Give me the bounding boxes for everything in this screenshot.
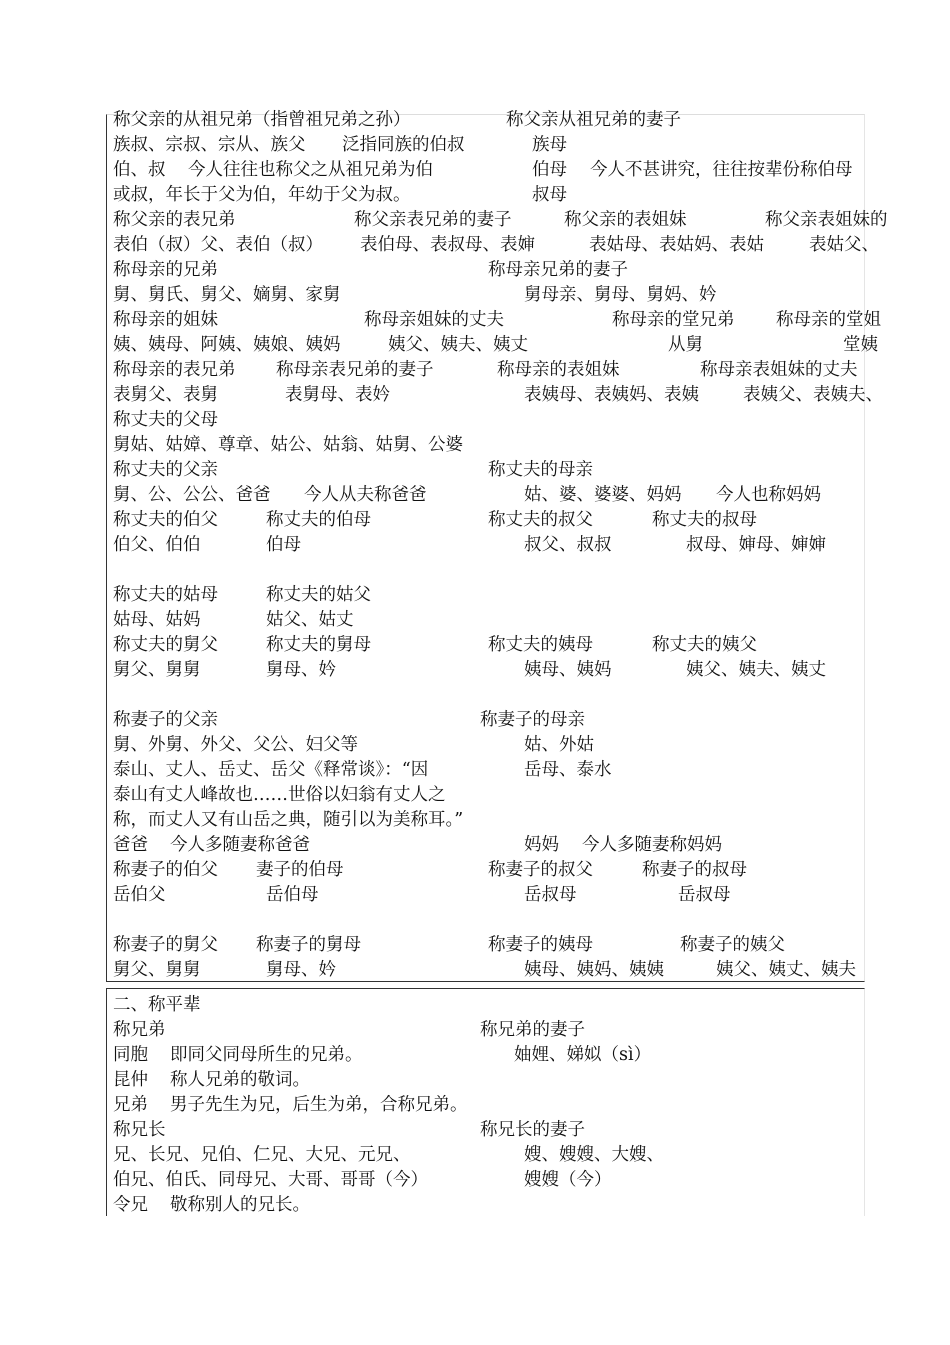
text-line-25-0: 泰山有丈人峰故也……世俗以妇翁有丈人之 bbox=[113, 785, 446, 805]
text-line-39-0: 伯兄、伯氏、同母兄、大哥、哥哥（今） bbox=[113, 1170, 428, 1190]
text-line-22-0: 称妻子的父亲 bbox=[113, 710, 218, 730]
text-line-14-1: 称丈夫的母亲 bbox=[488, 460, 593, 480]
text-line-30-0: 称妻子的舅父 bbox=[113, 935, 218, 955]
text-line-30-3: 称妻子的姨父 bbox=[680, 935, 785, 955]
text-line-10-0: 称母亲的表兄弟 bbox=[113, 360, 236, 380]
text-line-27-2: 妈妈 bbox=[524, 835, 559, 855]
text-line-4-0: 称父亲的表兄弟 bbox=[113, 210, 236, 230]
text-line-10-1: 称母亲表兄弟的妻子 bbox=[276, 360, 434, 380]
text-line-0-0: 称父亲的从祖兄弟（指曾祖兄弟之孙） bbox=[113, 110, 411, 130]
text-line-5-0: 表伯（叔）父、表伯（叔） bbox=[113, 235, 323, 255]
text-line-7-1: 舅母亲、舅母、舅妈、妗 bbox=[524, 285, 717, 305]
text-line-17-0: 伯父、伯伯 bbox=[113, 535, 201, 555]
text-line-20-3: 称丈夫的姨父 bbox=[652, 635, 757, 655]
text-line-1-1: 泛指同族的伯叔 bbox=[342, 135, 465, 155]
text-line-35-0: 昆仲 bbox=[113, 1070, 148, 1090]
text-line-19-0: 姑母、姑妈 bbox=[113, 610, 201, 630]
text-line-21-1: 舅母、妗 bbox=[266, 660, 336, 680]
text-line-20-0: 称丈夫的舅父 bbox=[113, 635, 218, 655]
text-line-8-2: 称母亲的堂兄弟 bbox=[612, 310, 735, 330]
text-line-32-0: 二、称平辈 bbox=[113, 995, 201, 1015]
text-line-29-0: 岳伯父 bbox=[113, 885, 166, 905]
text-line-3-0: 或叔，年长于父为伯，年幼于父为叔。 bbox=[113, 185, 411, 205]
text-line-37-1: 称兄长的妻子 bbox=[480, 1120, 585, 1140]
text-line-31-2: 姨母、姨妈、姨姨 bbox=[524, 960, 664, 980]
text-line-30-1: 称妻子的舅母 bbox=[256, 935, 361, 955]
text-line-4-2: 称父亲的表姐妹 bbox=[564, 210, 687, 230]
text-line-16-3: 称丈夫的叔母 bbox=[652, 510, 757, 530]
text-line-21-0: 舅父、舅舅 bbox=[113, 660, 201, 680]
text-line-7-0: 舅、舅氏、舅父、嫡舅、家舅 bbox=[113, 285, 341, 305]
text-line-0-1: 称父亲从祖兄弟的妻子 bbox=[506, 110, 681, 130]
text-line-2-2: 伯母 bbox=[532, 160, 567, 180]
text-line-17-3: 叔母、婶母、婶婶 bbox=[686, 535, 826, 555]
text-line-8-1: 称母亲姐妹的丈夫 bbox=[364, 310, 504, 330]
text-line-27-3: 今人多随妻称妈妈 bbox=[582, 835, 722, 855]
text-line-40-0: 令兄 bbox=[113, 1195, 148, 1215]
text-line-31-1: 舅母、妗 bbox=[266, 960, 336, 980]
text-line-33-1: 称兄弟的妻子 bbox=[480, 1020, 585, 1040]
text-line-14-0: 称丈夫的父亲 bbox=[113, 460, 218, 480]
text-line-29-1: 岳伯母 bbox=[266, 885, 319, 905]
text-line-9-3: 堂姨 bbox=[843, 335, 878, 355]
text-line-18-0: 称丈夫的姑母 bbox=[113, 585, 218, 605]
text-line-6-0: 称母亲的兄弟 bbox=[113, 260, 218, 280]
text-line-23-1: 姑、外姑 bbox=[524, 735, 594, 755]
text-line-24-0: 泰山、丈人、岳丈、岳父《释常谈》：“因 bbox=[113, 760, 429, 780]
text-line-4-1: 称父亲表兄弟的妻子 bbox=[354, 210, 512, 230]
text-line-24-1: 岳母、泰水 bbox=[524, 760, 612, 780]
text-line-6-1: 称母亲兄弟的妻子 bbox=[488, 260, 628, 280]
text-line-21-3: 姨父、姨夫、姨丈 bbox=[686, 660, 826, 680]
text-line-10-2: 称母亲的表姐妹 bbox=[497, 360, 620, 380]
text-line-40-1: 敬称别人的兄长。 bbox=[170, 1195, 310, 1215]
text-line-11-3: 表姨父、表姨夫、 bbox=[743, 385, 883, 405]
text-line-9-1: 姨父、姨夫、姨丈 bbox=[388, 335, 528, 355]
text-line-2-3: 今人不甚讲究，往往按辈份称伯母 bbox=[590, 160, 853, 180]
text-line-16-0: 称丈夫的伯父 bbox=[113, 510, 218, 530]
text-line-29-3: 岳叔母 bbox=[678, 885, 731, 905]
text-line-31-0: 舅父、舅舅 bbox=[113, 960, 201, 980]
text-line-23-0: 舅、外舅、外父、父公、妇父等 bbox=[113, 735, 358, 755]
text-line-15-3: 今人也称妈妈 bbox=[716, 485, 821, 505]
text-line-20-1: 称丈夫的舅母 bbox=[266, 635, 371, 655]
text-line-13-0: 舅姑、姑嫜、尊章、姑公、姑翁、姑舅、公婆 bbox=[113, 435, 463, 455]
text-line-34-2: 妯娌、娣姒（sì） bbox=[514, 1045, 652, 1065]
text-line-8-0: 称母亲的姐妹 bbox=[113, 310, 218, 330]
text-line-21-2: 姨母、姨妈 bbox=[524, 660, 612, 680]
text-line-2-0: 伯、叔 bbox=[113, 160, 166, 180]
text-line-33-0: 称兄弟 bbox=[113, 1020, 166, 1040]
text-line-19-1: 姑父、姑丈 bbox=[266, 610, 354, 630]
text-line-37-0: 称兄长 bbox=[113, 1120, 166, 1140]
text-line-1-0: 族叔、宗叔、宗从、族父 bbox=[113, 135, 306, 155]
text-line-10-3: 称母亲表姐妹的丈夫 bbox=[700, 360, 858, 380]
text-line-28-3: 称妻子的叔母 bbox=[642, 860, 747, 880]
text-line-2-1: 今人往往也称父之从祖兄弟为伯 bbox=[188, 160, 433, 180]
text-line-28-2: 称妻子的叔父 bbox=[488, 860, 593, 880]
text-line-11-1: 表舅母、表妗 bbox=[285, 385, 390, 405]
text-line-9-2: 从舅 bbox=[668, 335, 703, 355]
text-line-4-3: 称父亲表姐妹的 bbox=[765, 210, 888, 230]
text-line-38-1: 嫂、嫂嫂、大嫂、 bbox=[524, 1145, 664, 1165]
text-line-5-2: 表姑母、表姑妈、表姑 bbox=[589, 235, 764, 255]
text-line-12-0: 称丈夫的父母 bbox=[113, 410, 218, 430]
text-line-1-2: 族母 bbox=[532, 135, 567, 155]
text-line-15-1: 今人从夫称爸爸 bbox=[304, 485, 427, 505]
text-line-17-2: 叔父、叔叔 bbox=[524, 535, 612, 555]
text-line-34-0: 同胞 bbox=[113, 1045, 148, 1065]
text-line-36-1: 男子先生为兄，后生为弟，合称兄弟。 bbox=[170, 1095, 468, 1115]
text-line-34-1: 即同父同母所生的兄弟。 bbox=[170, 1045, 363, 1065]
text-line-22-1: 称妻子的母亲 bbox=[480, 710, 585, 730]
text-line-11-0: 表舅父、表舅 bbox=[113, 385, 218, 405]
text-line-28-1: 妻子的伯母 bbox=[256, 860, 344, 880]
text-line-17-1: 伯母 bbox=[266, 535, 301, 555]
text-line-15-2: 姑、婆、婆婆、妈妈 bbox=[524, 485, 682, 505]
text-line-38-0: 兄、长兄、兄伯、仁兄、大兄、元兄、 bbox=[113, 1145, 411, 1165]
text-line-27-1: 今人多随妻称爸爸 bbox=[170, 835, 310, 855]
text-line-20-2: 称丈夫的姨母 bbox=[488, 635, 593, 655]
text-line-31-3: 姨父、姨丈、姨夫 bbox=[716, 960, 856, 980]
text-line-8-3: 称母亲的堂姐 bbox=[776, 310, 881, 330]
text-line-16-1: 称丈夫的伯母 bbox=[266, 510, 371, 530]
text-line-36-0: 兄弟 bbox=[113, 1095, 148, 1115]
text-line-16-2: 称丈夫的叔父 bbox=[488, 510, 593, 530]
text-line-15-0: 舅、公、公公、爸爸 bbox=[113, 485, 271, 505]
text-line-28-0: 称妻子的伯父 bbox=[113, 860, 218, 880]
text-line-5-3: 表姑父、 bbox=[809, 235, 879, 255]
text-line-11-2: 表姨母、表姨妈、表姨 bbox=[524, 385, 699, 405]
text-line-35-1: 称人兄弟的敬词。 bbox=[170, 1070, 310, 1090]
text-line-26-0: 称，而丈人又有山岳之典，随引以为美称耳。” bbox=[113, 810, 464, 830]
text-line-29-2: 岳叔母 bbox=[524, 885, 577, 905]
text-line-39-1: 嫂嫂（今） bbox=[524, 1170, 612, 1190]
text-line-18-1: 称丈夫的姑父 bbox=[266, 585, 371, 605]
text-line-3-1: 叔母 bbox=[532, 185, 567, 205]
text-line-9-0: 姨、姨母、阿姨、姨娘、姨妈 bbox=[113, 335, 341, 355]
text-line-27-0: 爸爸 bbox=[113, 835, 148, 855]
text-line-5-1: 表伯母、表叔母、表婶 bbox=[360, 235, 535, 255]
text-line-30-2: 称妻子的姨母 bbox=[488, 935, 593, 955]
